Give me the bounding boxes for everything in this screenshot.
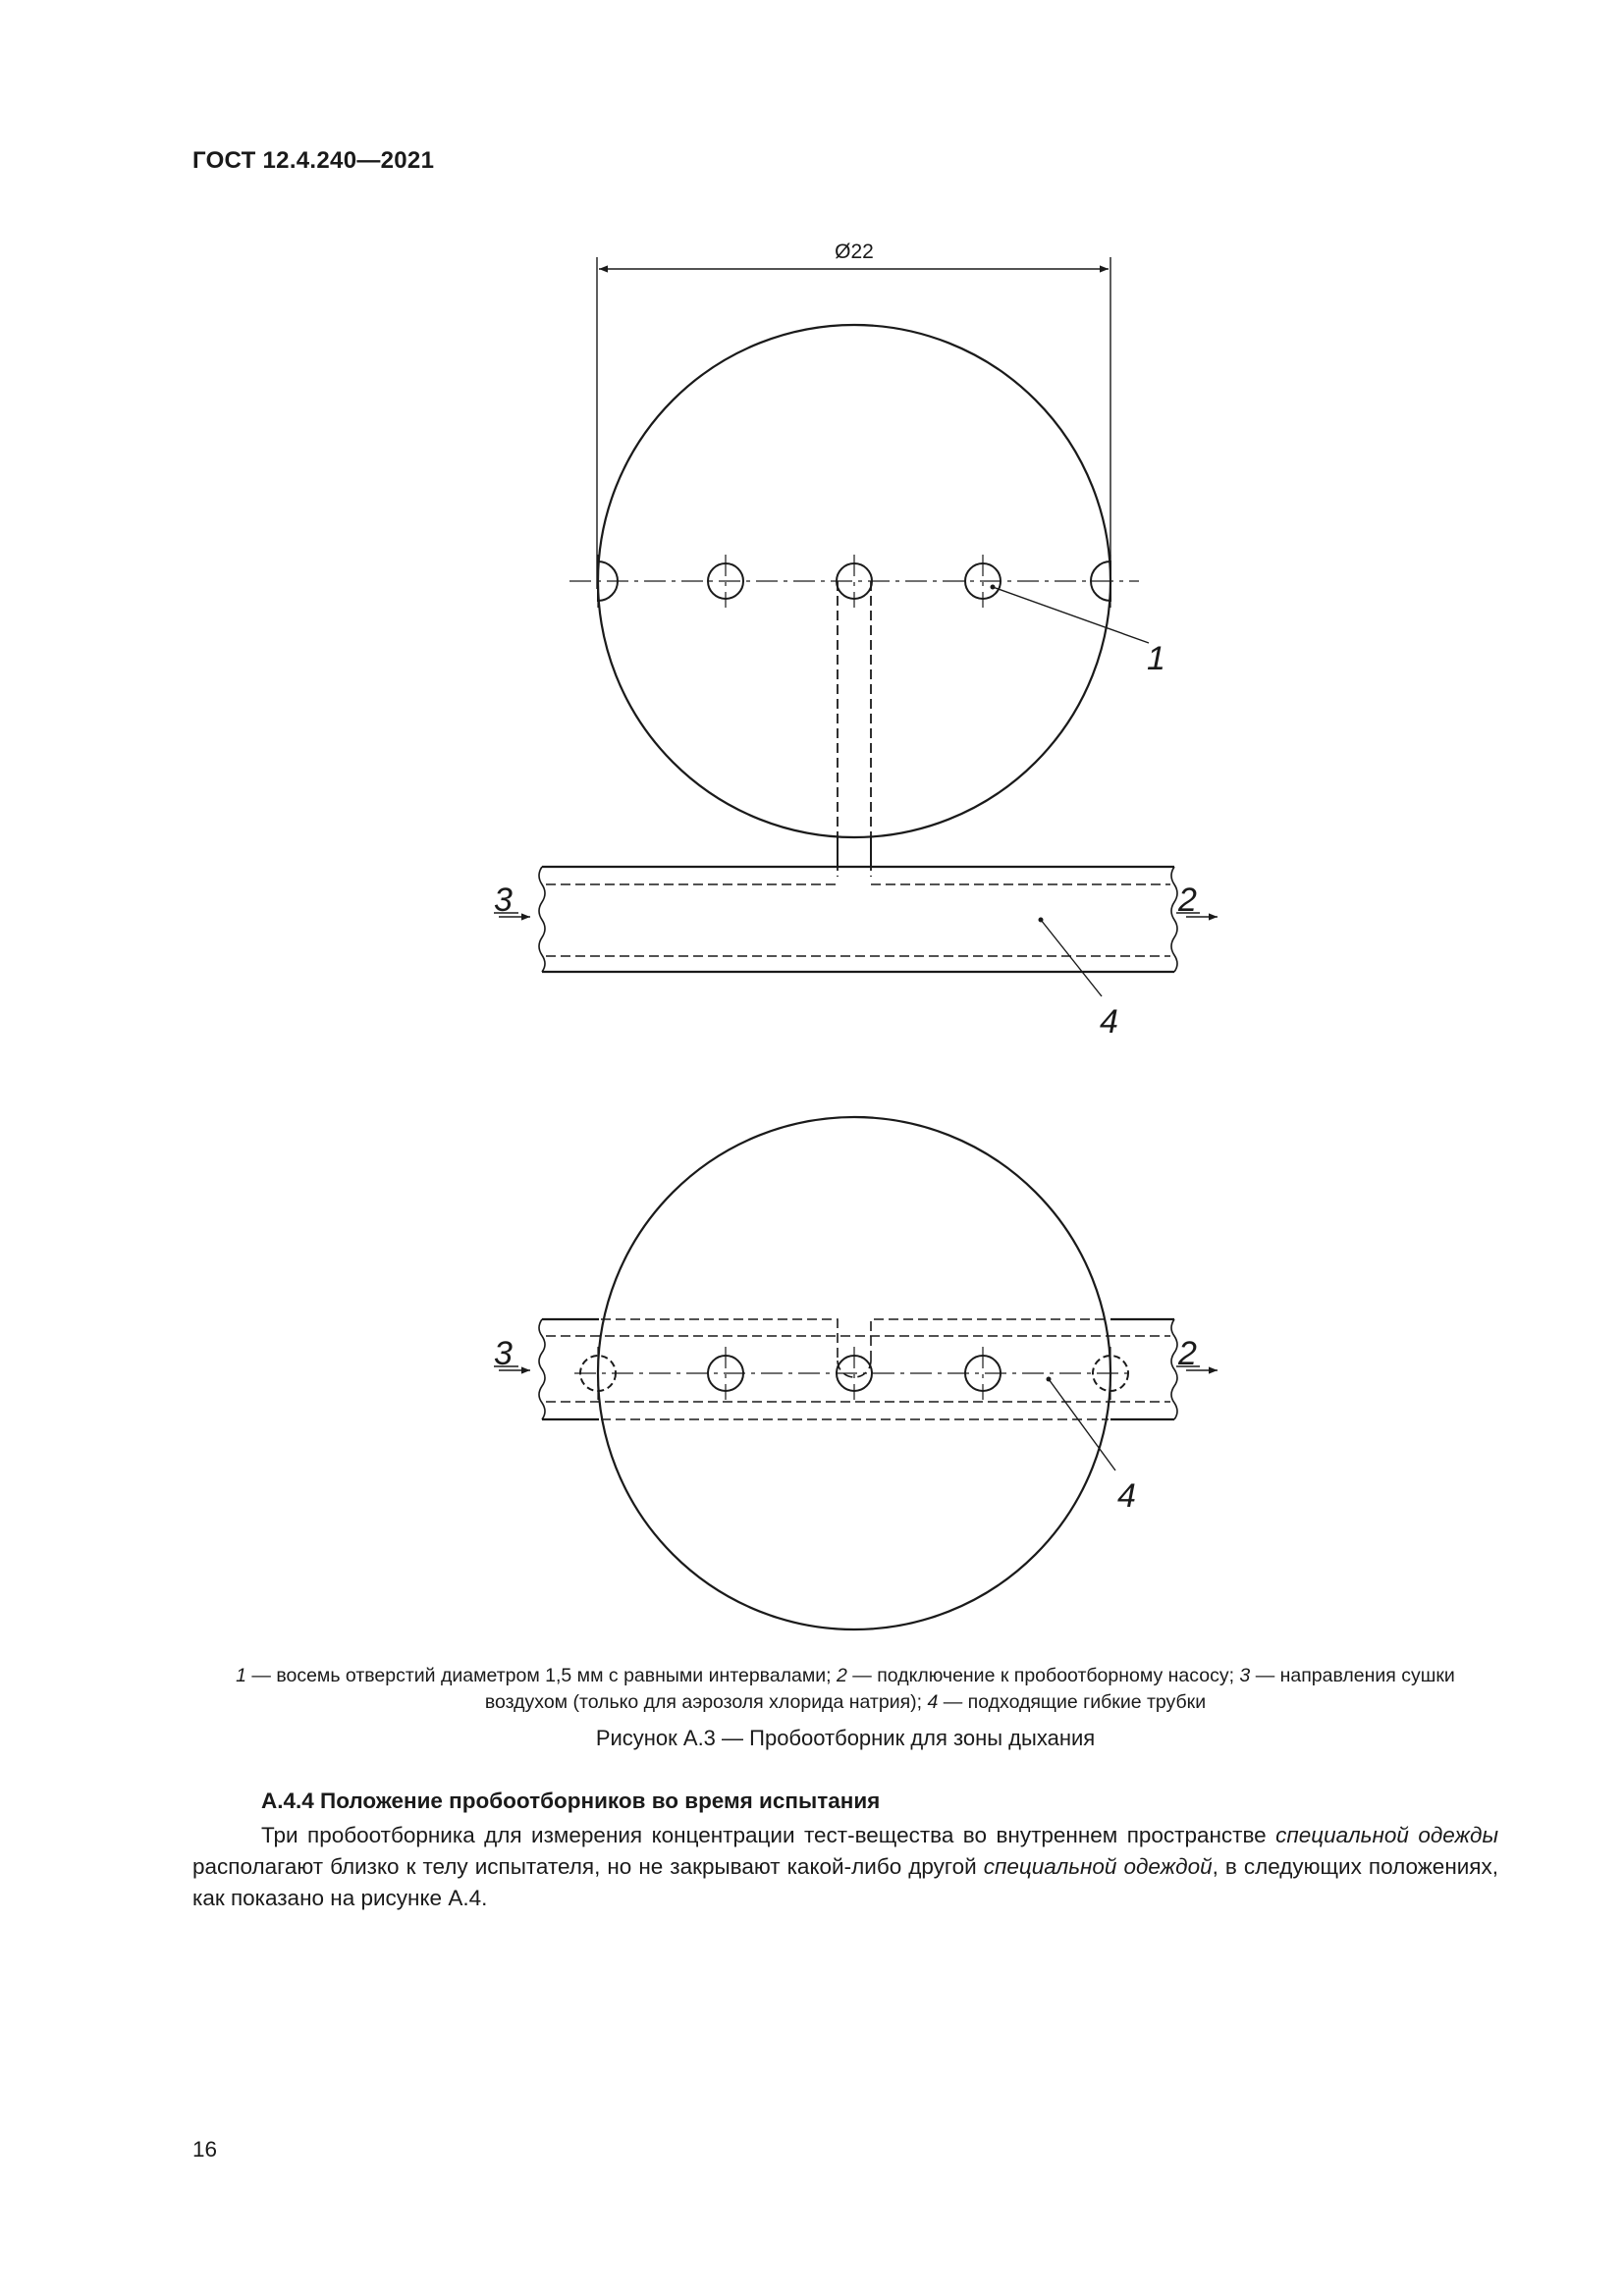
callout-3-top: 3: [494, 881, 513, 919]
callout-2-bottom: 2: [1178, 1335, 1197, 1372]
tube-bottom: [539, 1319, 1177, 1419]
callout-1: 1: [1147, 640, 1165, 677]
callout-3-bottom: 3: [494, 1335, 513, 1372]
tube-top: [539, 867, 1177, 972]
legend-text-4: — подходящие гибкие трубки: [938, 1691, 1207, 1713]
legend-key-4: 4: [927, 1691, 939, 1713]
legend-text-1: — восемь отверстий диаметром 1,5 мм с равными интервалами;: [246, 1665, 838, 1686]
legend-key-3: 3: [1239, 1665, 1251, 1686]
dimension-label: Ø22: [835, 240, 874, 263]
diameter-dimension: [597, 257, 1110, 589]
document-header: ГОСТ 12.4.240—2021: [192, 147, 435, 174]
legend-key-2: 2: [837, 1665, 847, 1686]
page-number: 16: [192, 2137, 218, 2162]
callout-2-top: 2: [1178, 881, 1197, 919]
stem-hidden: [838, 581, 871, 877]
paragraph-emphasis-1: специальной одежды: [1275, 1823, 1499, 1847]
hole-centerlines-bottom: [574, 1347, 1134, 1400]
leader-4-top: [1041, 920, 1102, 996]
paragraph-emphasis-2: специальной одеждой: [983, 1854, 1213, 1879]
legend-key-1: 1: [236, 1665, 247, 1686]
callout-4-bottom: 4: [1117, 1477, 1136, 1515]
figure-legend: [192, 1663, 1498, 1716]
body-paragraph: [192, 1820, 1498, 1914]
paragraph-part-3: , в следующих положениях, как показано на рисунке А.4.: [192, 1854, 1498, 1910]
section-heading: А.4.4 Положение пробоотборников во время испытания: [261, 1789, 881, 1813]
paragraph-part-1: Три пробоотборника для измерения концентрации тест-вещества во внутреннем пространстве: [261, 1823, 1276, 1847]
figure-caption: Рисунок А.3 — Пробоотборник для зоны дыхания: [595, 1726, 1096, 1750]
leader-1: [993, 587, 1149, 643]
legend-text-3: — направления сушки воздухом (только для аэрозоля хлорида натрия);: [484, 1665, 1455, 1713]
paragraph-part-2: располагают близко к телу испытателя, но не закрывают какой-либо другой: [192, 1854, 984, 1879]
callout-4-top: 4: [1100, 1003, 1118, 1041]
hole-centerlines-top: [569, 555, 1139, 608]
legend-text-2: — подключение к пробоотборному насосу;: [846, 1665, 1240, 1686]
